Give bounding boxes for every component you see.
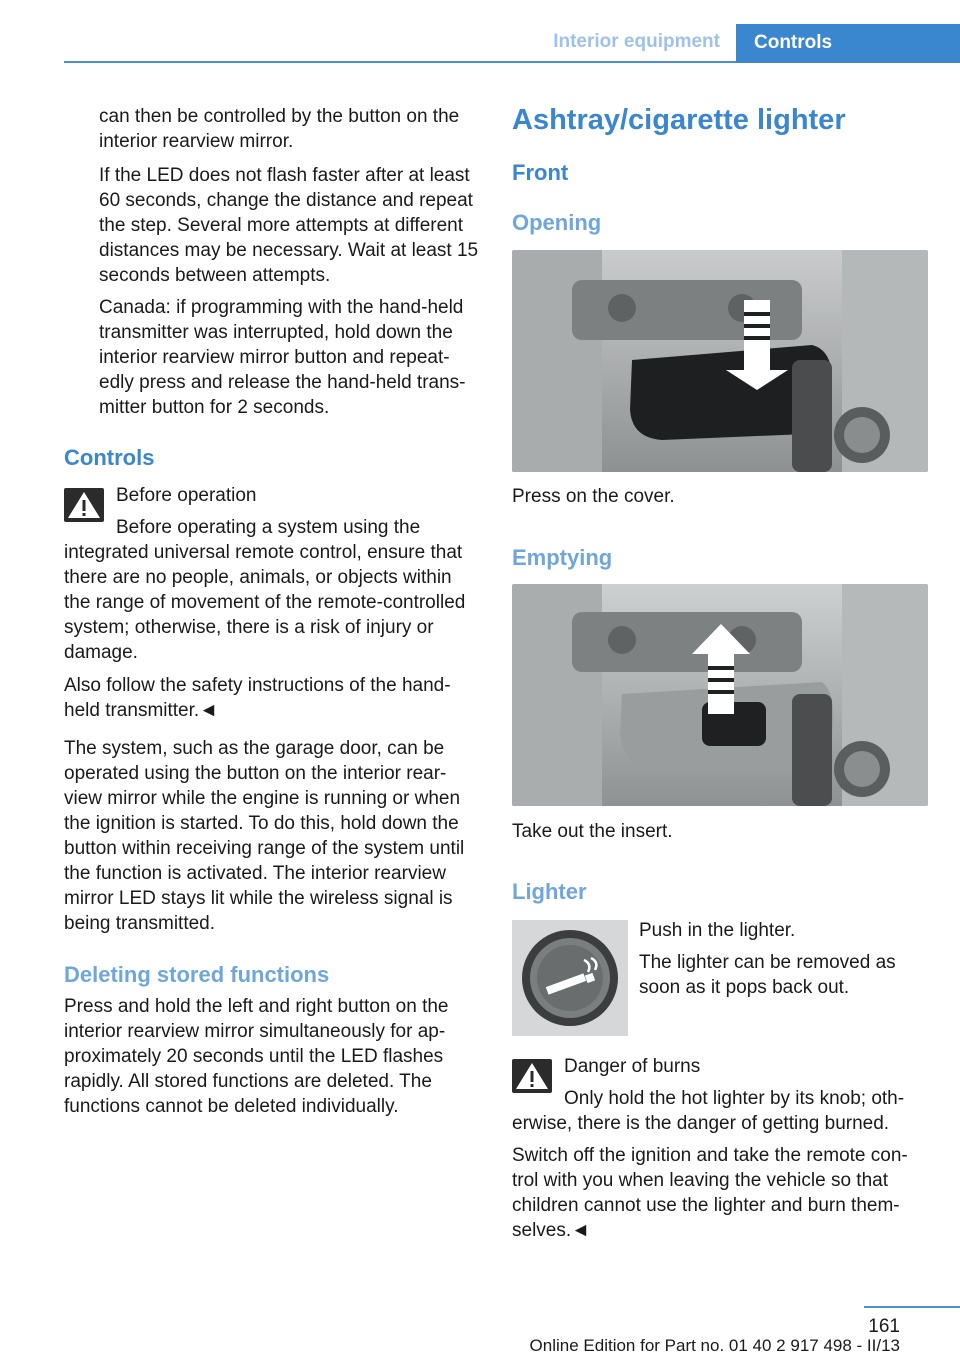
footer-rule — [864, 1306, 960, 1308]
para-led-flash: If the LED does not flash faster after at least 60 seconds, change the distance and repeat the step. Several more attempts at different distances may be necessary. Wait at least 15 seconds between attempts. — [99, 165, 479, 286]
para-switch-off: Switch off the ignition and take the remote con-trol with you when leaving the vehicle so that children cannot use the lighter and burn them-selves.◄ — [512, 1145, 908, 1241]
cigarette-lighter-icon — [512, 920, 628, 1036]
lighter-remove-text: The lighter can be removed as soon as it pops back out. — [639, 952, 896, 998]
edition-note: Online Edition for Part no. 01 40 2 917 498 - II/13 — [529, 1336, 900, 1355]
front-heading: Front — [512, 160, 569, 185]
para-controlled-by-button: can then be controlled by the button on the interior rearview mirror. — [99, 106, 460, 152]
danger-title: Danger of burns — [564, 1056, 701, 1077]
warning-title: Before operation — [116, 485, 257, 506]
page-number: 161 — [868, 1316, 900, 1337]
ashtray-title: Ashtray/cigarette lighter — [512, 104, 846, 136]
warning-text-first: Before operating a system using the — [116, 517, 421, 538]
opening-caption: Press on the cover. — [512, 486, 675, 507]
ashtray-emptying-photo — [512, 584, 928, 806]
header-section-title: Interior equipment — [553, 31, 720, 52]
deleting-heading: Deleting stored functions — [64, 962, 330, 987]
warning-text: integrated universal remote control, ensure that there are no people, animals, or objects within the range of movement of the remote-controlled system; otherwise, there is a risk of injury or damage. — [64, 542, 466, 663]
controls-heading: Controls — [64, 445, 155, 470]
header-tab-controls: Controls — [736, 24, 960, 63]
danger-text-first: Only hold the hot lighter by its knob; oth- — [564, 1088, 905, 1109]
para-delete: Press and hold the left and right button on the interior rearview mirror simultaneously for ap-proximately 20 seconds until the LED flashes rapidly. All stored functions are deleted. The functions cannot be deleted individually. — [64, 996, 449, 1117]
para-canada: Canada: if programming with the hand-held transmitter was interrupted, hold down the interior rearview mirror button and repeat-edly press and release the hand-held trans-mitter button for 2 seconds. — [99, 297, 466, 418]
para-system-operation: The system, such as the garage door, can be operated using the button on the interior rear-view mirror while the engine is running or when the ignition is started. To do this, hold down the button within receiving range of the system until the function is activated. The interior rearview mirror LED stays lit while the wireless signal is being transmitted. — [64, 738, 465, 934]
para-follow-safety: Also follow the safety instructions of the hand-held transmitter.◄ — [64, 675, 451, 721]
lighter-heading: Lighter — [512, 879, 587, 904]
lighter-push-text: Push in the lighter. — [639, 920, 796, 941]
ashtray-opening-photo — [512, 250, 928, 472]
warning-triangle-icon — [64, 488, 104, 522]
danger-text: erwise, there is the danger of getting burned. — [512, 1113, 890, 1134]
opening-heading: Opening — [512, 210, 602, 235]
emptying-caption: Take out the insert. — [512, 821, 673, 842]
danger-triangle-icon — [512, 1059, 552, 1093]
emptying-heading: Emptying — [512, 545, 613, 570]
